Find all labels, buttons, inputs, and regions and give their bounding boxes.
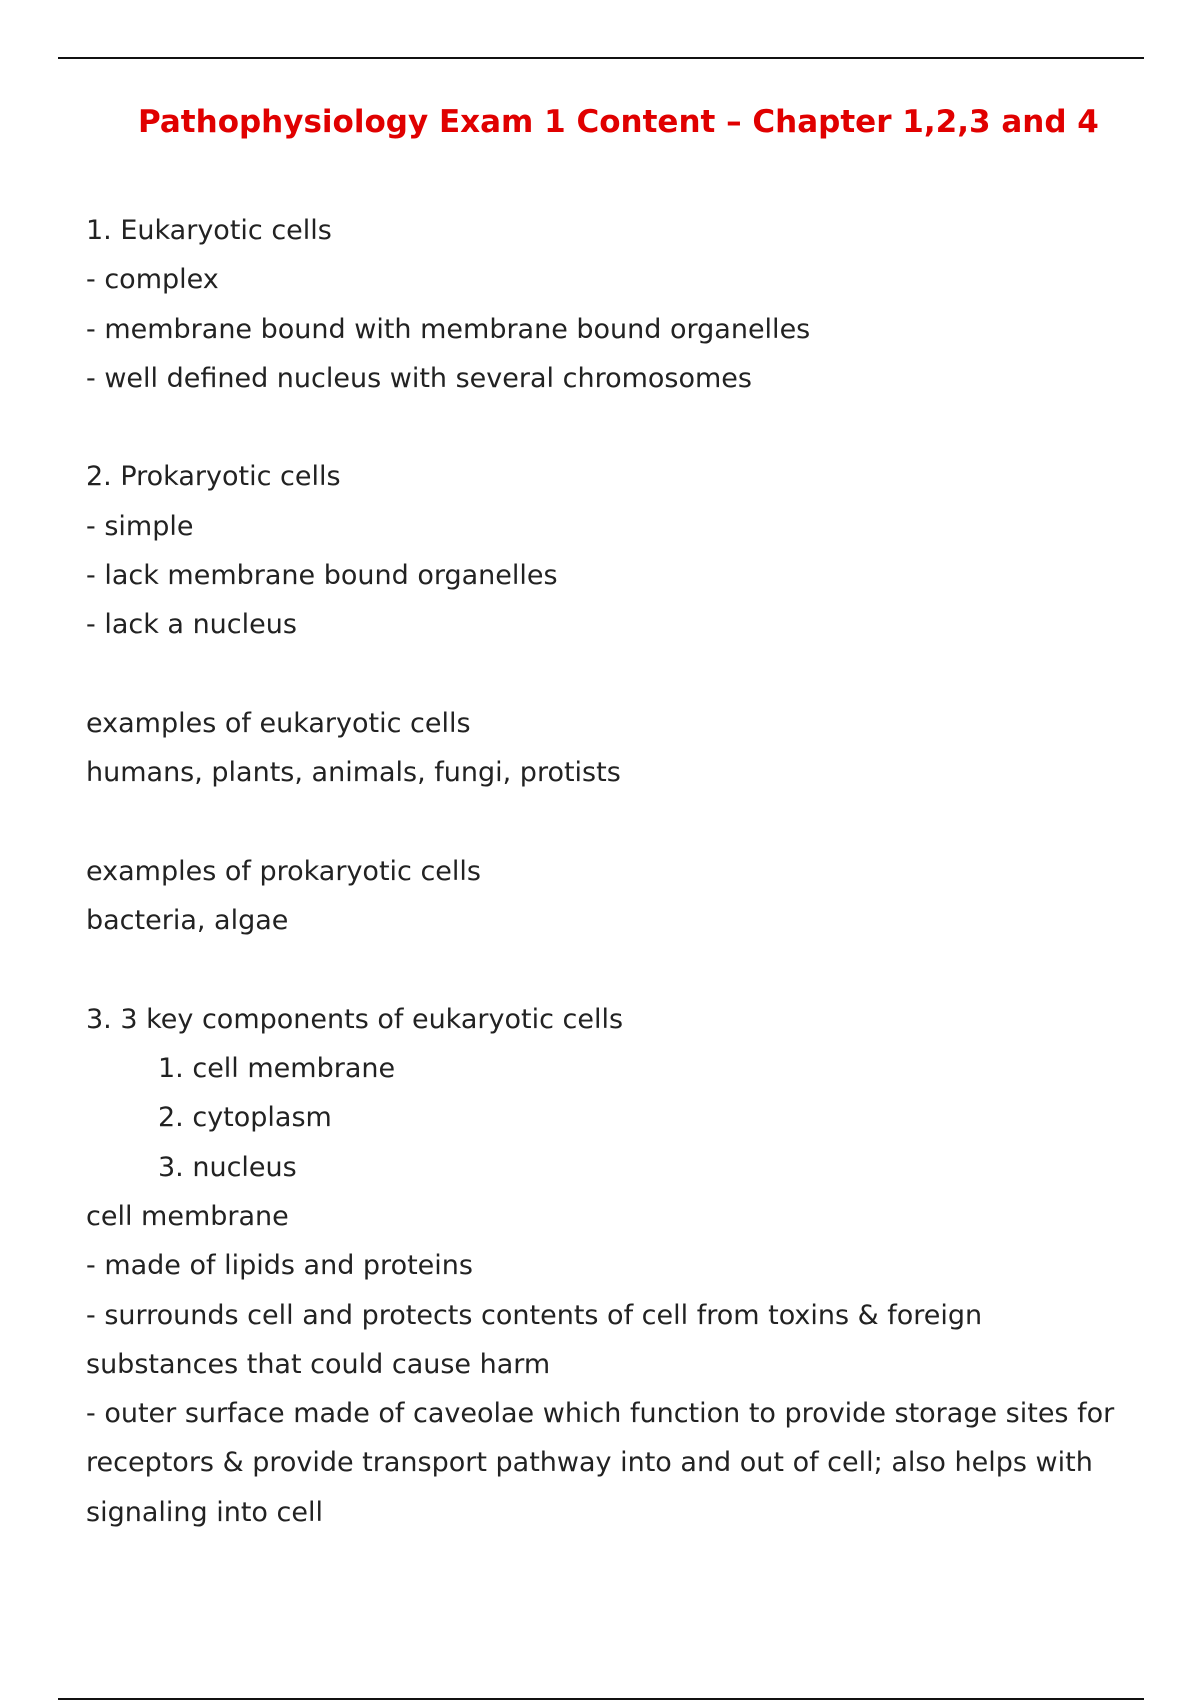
page-title: Pathophysiology Exam 1 Content – Chapter 1,2,3 and 4 (138, 104, 1099, 140)
numbered-item: 3. nucleus (158, 1151, 297, 1183)
section-heading: 2. Prokaryotic cells (86, 461, 341, 493)
numbered-item: 1. cell membrane (158, 1053, 396, 1085)
list-item: - lack membrane bound organelles (86, 560, 558, 592)
top-rule (58, 57, 1144, 59)
section-heading: cell membrane (86, 1200, 289, 1232)
examples-value: humans, plants, animals, fungi, protists (86, 757, 621, 789)
list-item: - well defined nucleus with several chromosomes (86, 362, 752, 394)
document-body (86, 206, 1166, 1537)
spacer (86, 945, 1166, 994)
section-prokaryotic (86, 452, 1166, 649)
examples-label: examples of prokaryotic cells (86, 855, 481, 887)
section-examples-prokaryotic (86, 847, 1166, 946)
list-item: - surrounds cell and protects contents of cell from toxins & foreign substances that could cause harm (86, 1299, 983, 1380)
list-item: - made of lipids and proteins (86, 1250, 473, 1282)
spacer (86, 650, 1166, 699)
section-heading: 3. 3 key components of eukaryotic cells (86, 1003, 624, 1035)
spacer (86, 798, 1166, 847)
section-heading: 1. Eukaryotic cells (86, 215, 332, 246)
list-item: - membrane bound with membrane bound organelles (86, 313, 811, 345)
spacer (86, 403, 1166, 452)
section-components (86, 995, 1166, 1192)
examples-value: bacteria, algae (86, 905, 289, 937)
section-eukaryotic (86, 206, 1166, 403)
section-cell-membrane (86, 1192, 1166, 1537)
numbered-item: 2. cytoplasm (158, 1102, 332, 1134)
list-item: - outer surface made of caveolae which function to provide storage sites for receptors & provide transport pathway into and out of cell; also helps with signaling into cell (86, 1398, 1115, 1528)
section-examples-eukaryotic (86, 699, 1166, 798)
list-item: - simple (86, 510, 194, 542)
examples-label: examples of eukaryotic cells (86, 707, 471, 739)
list-item: - complex (86, 264, 219, 296)
list-item: - lack a nucleus (86, 609, 297, 641)
